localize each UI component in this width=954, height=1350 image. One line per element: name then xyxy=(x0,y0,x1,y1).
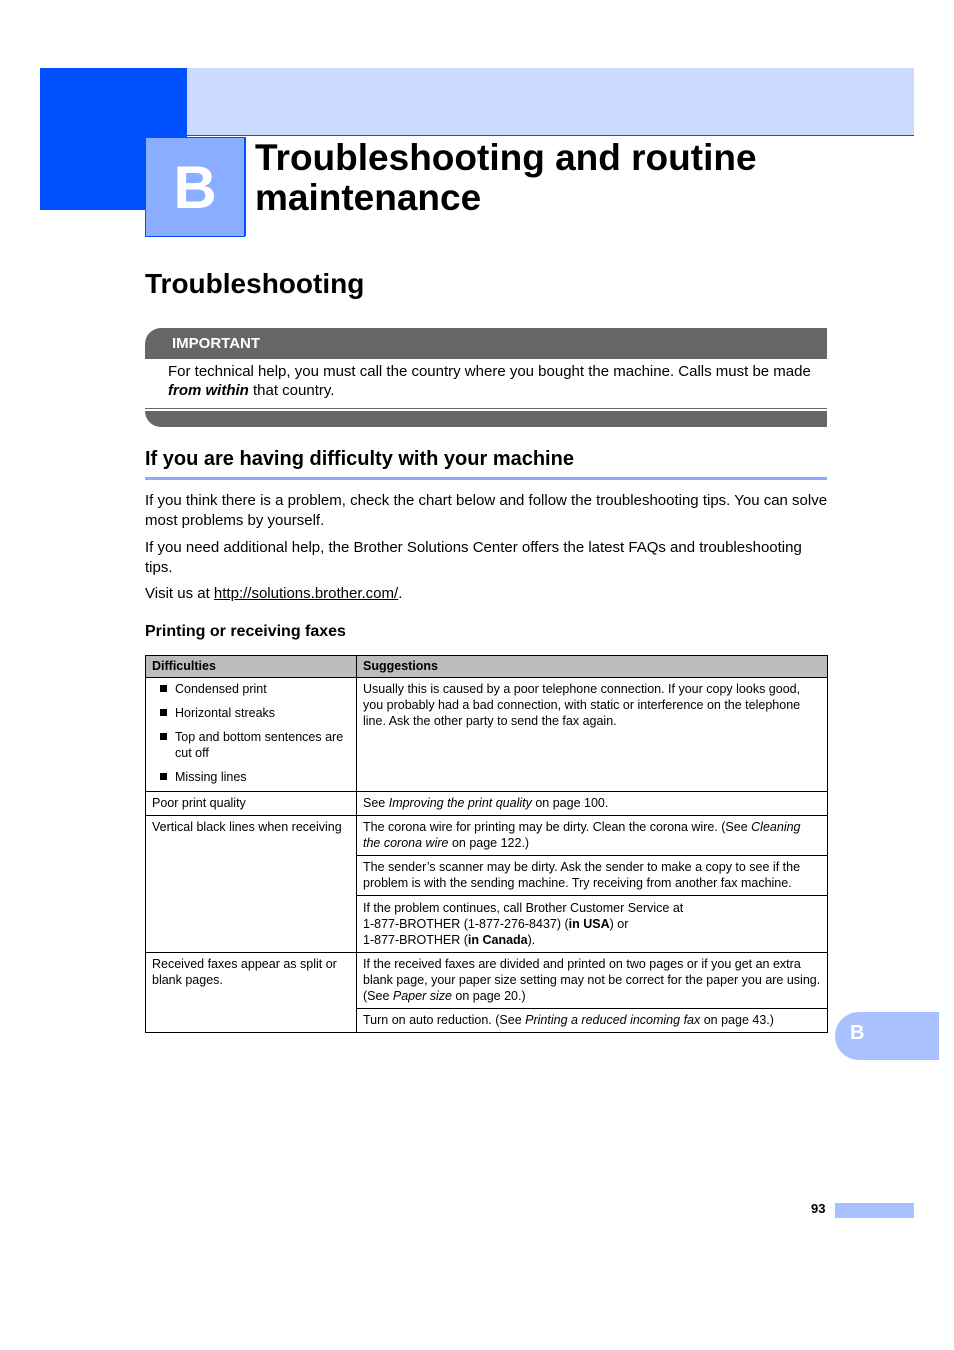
suggestion-cell: If the problem continues, call Brother Customer Service at 1-877-BROTHER (1-877-276-8437) (in USA) or 1-877-BROTHER (in Canada). xyxy=(357,896,828,953)
important-text: For technical help, you must call the country where you bought the machine. Calls must be made from within that country. xyxy=(168,363,811,399)
bullet-square-icon xyxy=(160,685,167,692)
subsection-title: If you are having difficulty with your machine xyxy=(145,448,574,470)
header-light-band xyxy=(187,68,914,136)
paragraph-help: If you need additional help, the Brother Solutions Center offers the latest FAQs and troubleshooting tips. xyxy=(145,539,802,576)
chapter-divider xyxy=(245,137,246,236)
suggestion-cell: Turn on auto reduction. (See Printing a reduced incoming fax on page 43.) xyxy=(357,1009,828,1033)
header-difficulties: Difficulties xyxy=(146,656,357,678)
suggestion-cell: If the received faxes are divided and printed on two pages or if you get an extra blank page, your paper size setting may not be correct for the paper you are using. (See Paper size on page 20.) xyxy=(357,953,828,1009)
table-row xyxy=(146,953,828,1009)
subsubsection-title: Printing or receiving faxes xyxy=(145,623,346,640)
difficulty-cell xyxy=(146,678,357,792)
table-header-row xyxy=(146,656,828,678)
important-footer-bar xyxy=(145,411,827,427)
table-row xyxy=(146,816,828,856)
important-emphasis: from within xyxy=(168,382,249,399)
subsection-rule xyxy=(145,477,827,480)
important-label: IMPORTANT xyxy=(172,335,261,352)
section-title: Troubleshooting xyxy=(145,268,365,299)
bullet-square-icon xyxy=(160,709,167,716)
list-item: Condensed print xyxy=(160,681,350,697)
chapter-letter-box: B xyxy=(145,137,245,237)
suggestion-cell: See Improving the print quality on page 100. xyxy=(357,792,828,816)
important-divider xyxy=(145,408,827,409)
table-row xyxy=(146,678,828,792)
suggestion-cell: Usually this is caused by a poor telephone connection. If your copy looks good, you probably had a bad connection, with static or interference on the telephone line. Ask the other party to send the fax again. xyxy=(357,678,828,792)
troubleshooting-table xyxy=(145,655,828,1033)
bullet-square-icon xyxy=(160,773,167,780)
list-item: Top and bottom sentences are cut off xyxy=(160,729,350,761)
header-rule xyxy=(187,135,914,136)
page-number-bar xyxy=(835,1203,914,1218)
difficulty-cell: Vertical black lines when receiving xyxy=(146,816,357,953)
bullet-square-icon xyxy=(160,733,167,740)
page-number: 93 xyxy=(811,1201,826,1216)
paragraph-visit: Visit us at http://solutions.brother.com/. xyxy=(145,585,403,602)
list-item: Missing lines xyxy=(160,769,350,785)
solutions-link[interactable]: http://solutions.brother.com/ xyxy=(213,585,399,602)
difficulty-bullet-list xyxy=(152,681,350,785)
suggestion-cell: The sender’s scanner may be dirty. Ask the sender to make a copy to see if the problem is with the sending machine. Try receiving from another fax machine. xyxy=(357,856,828,896)
difficulty-cell: Received faxes appear as split or blank pages. xyxy=(146,953,357,1033)
chapter-title: Troubleshooting and routine maintenance xyxy=(255,137,757,218)
paragraph-intro: If you think there is a problem, check the chart below and follow the troubleshooting tips. You can solve most problems by yourself. xyxy=(145,492,828,529)
table-row xyxy=(146,792,828,816)
difficulty-cell: Poor print quality xyxy=(146,792,357,816)
header-suggestions: Suggestions xyxy=(357,656,828,678)
suggestion-cell: The corona wire for printing may be dirty. Clean the corona wire. (See Cleaning the corona wire on page 122.) xyxy=(357,816,828,856)
list-item: Horizontal streaks xyxy=(160,705,350,721)
side-tab-letter: B xyxy=(850,1022,865,1044)
